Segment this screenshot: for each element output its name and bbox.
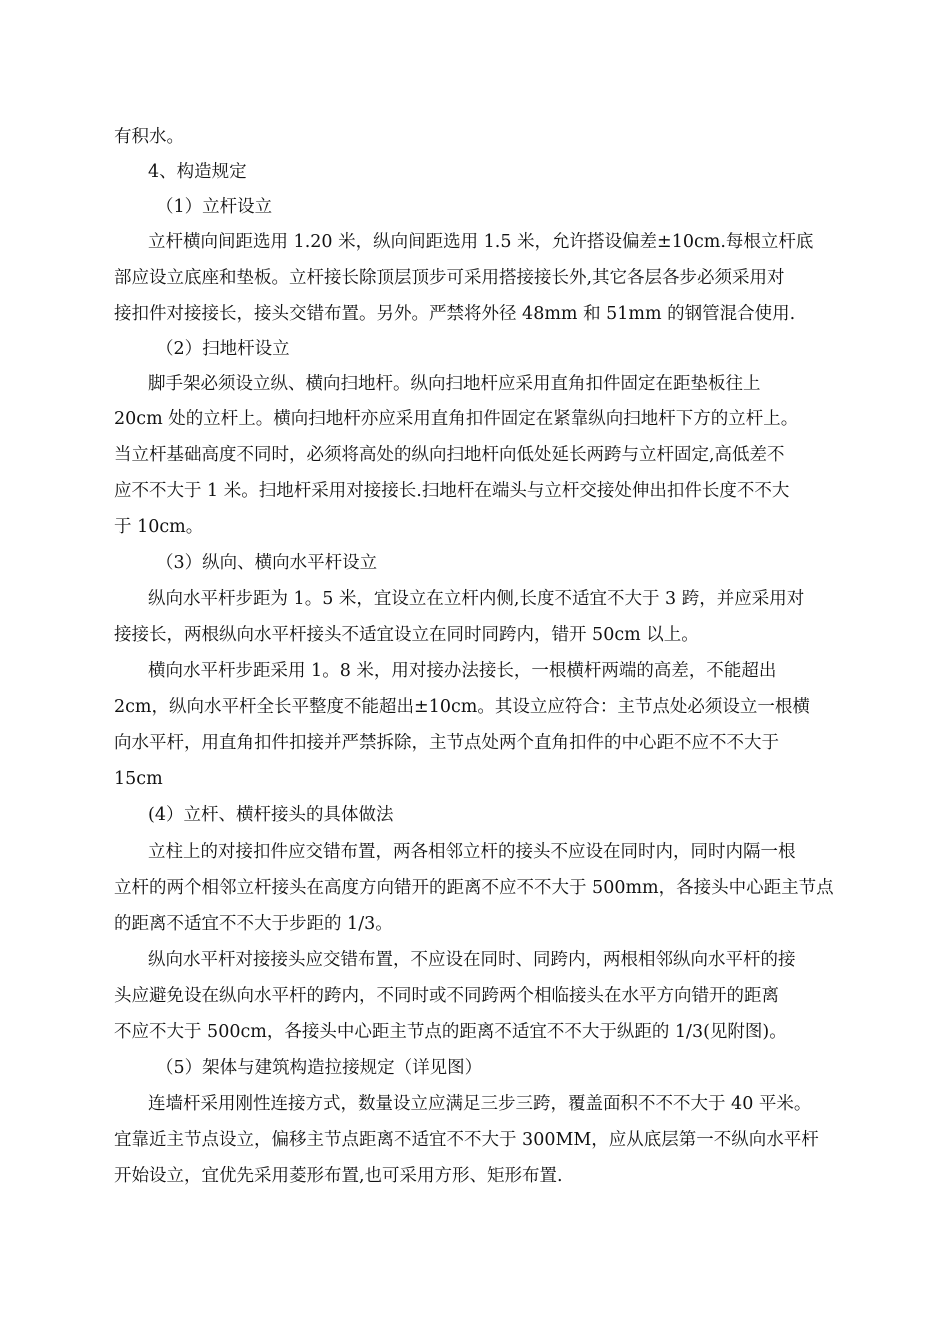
body-text-line: 横向水平杆步距采用 1。8 米，用对接办法接长，一根横杆两端的高差，不能超出 (148, 661, 777, 681)
body-text-line: 脚手架必须设立纵、横向扫地杆。纵向扫地杆应采用直角扣件固定在距垫板往上 (148, 374, 761, 394)
body-text-line: 于 10cm。 (114, 517, 204, 537)
body-text-line: 纵向水平杆对接接头应交错布置，不应设在同时、同跨内，两根相邻纵向水平杆的接 (148, 950, 796, 970)
body-text-line: 当立杆基础高度不同时，必须将高处的纵向扫地杆向低处延长两跨与立杆固定,高低差不 (114, 445, 785, 465)
body-text-line: 向水平杆，用直角扣件扣接并严禁拆除，主节点处两个直角扣件的中心距不应不不大于 (114, 733, 779, 753)
body-text-line: 20cm 处的立杆上。横向扫地杆亦应采用直角扣件固定在紧靠纵向扫地杆下方的立杆上。 (114, 409, 799, 429)
body-text-line: 立杆横向间距选用 1.20 米，纵向间距选用 1.5 米，允许搭设偏差±10cm.每根立杆底 (148, 232, 814, 252)
body-text-line: 连墙杆采用刚性连接方式，数量设立应满足三步三跨，覆盖面积不不不大于 40 平米。 (148, 1094, 812, 1114)
body-text-line: 宜靠近主节点设立，偏移主节点距离不适宜不不大于 300MM，应从底层第一不纵向水平杆 (114, 1130, 819, 1150)
body-text-line: 立柱上的对接扣件应交错布置，两各相邻立杆的接头不应设在同时内，同时内隔一根 (148, 842, 796, 862)
body-text-line: 的距离不适宜不不大于步距的 1/3。 (114, 914, 393, 934)
body-text-line: 应不不大于 1 米。扫地杆采用对接接长.扫地杆在端头与立杆交接处伸出扣件长度不不大 (114, 481, 790, 501)
section-heading: 4、构造规定 (148, 162, 247, 182)
subsection-heading: (4）立杆、横杆接头的具体做法 (148, 805, 394, 825)
body-text-line: 部应设立底座和垫板。立杆接长除顶层顶步可采用搭接接长外,其它各层各步必须采用对 (114, 268, 785, 288)
body-text-line: 纵向水平杆步距为 1。5 米，宜设立在立杆内侧,长度不适宜不大于 3 跨，并应采用对 (148, 589, 805, 609)
body-text-line: 15cm (114, 769, 163, 789)
body-text-line: 接扣件对接接长，接头交错布置。另外。严禁将外径 48mm 和 51mm 的钢管混合使用. (114, 304, 796, 324)
body-text-line: 立杆的两个相邻立杆接头在高度方向错开的距离不应不不大于 500mm，各接头中心距主节点 (114, 878, 834, 898)
body-text-line: 接接长，两根纵向水平杆接头不适宜设立在同时同跨内，错开 50cm 以上。 (114, 625, 699, 645)
subsection-heading: （5）架体与建筑构造拉接规定（详见图） (156, 1058, 483, 1078)
subsection-heading: （3）纵向、横向水平杆设立 (156, 553, 378, 573)
body-text-line: 2cm，纵向水平杆全长平整度不能超出±10cm。其设立应符合：主节点处必须设立一根横 (114, 697, 810, 717)
body-text-line: 有积水。 (114, 127, 184, 147)
body-text-line: 不应不大于 500cm，各接头中心距主节点的距离不适宜不不大于纵距的 1/3(见附图)。 (114, 1022, 787, 1042)
subsection-heading: （2）扫地杆设立 (156, 339, 290, 359)
subsection-heading: （1）立杆设立 (156, 197, 273, 217)
body-text-line: 开始设立，宜优先采用菱形布置,也可采用方形、矩形布置. (114, 1166, 563, 1186)
body-text-line: 头应避免设在纵向水平杆的跨内，不同时或不同跨两个相临接头在水平方向错开的距离 (114, 986, 779, 1006)
